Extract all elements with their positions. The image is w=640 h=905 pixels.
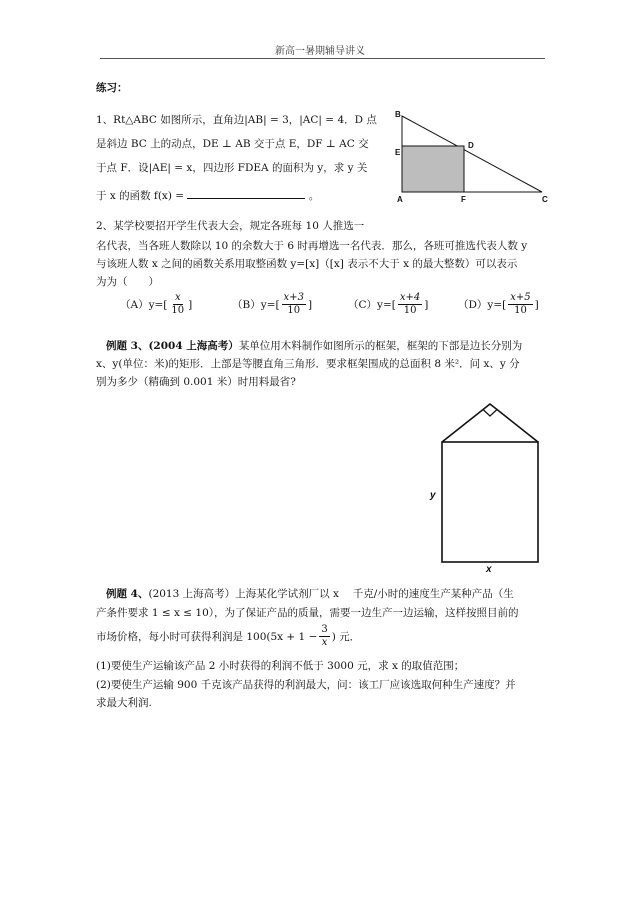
q2-option-d[interactable]: （D）y=[ $\frac{x+5}{10}$ ] [458, 292, 539, 316]
q1-line4-end: 。 [308, 190, 320, 202]
q1-line4-text: 于 x 的函数 f(x) = [96, 190, 185, 202]
q1-label-d: D [468, 141, 474, 150]
q2-line4: 为为（ ） [96, 276, 159, 288]
ex3-label-x: x [486, 564, 492, 574]
ex4-title: 例题 4、 [106, 588, 149, 600]
ex4-line1 [106, 587, 514, 601]
ex4-line3: 市场价格，每小时可获得利润是 100(5x + 1 − $\frac{3}{x}$ ) 元． [96, 624, 361, 648]
q2-line3: 与该班人数 x 之间的函数关系用取整函数 y=[x]（[x] 表示不大于 x 的最大整数）可以表示 [96, 258, 518, 270]
ex3-right-angle-mark [483, 410, 497, 417]
ex3-frame-figure [428, 394, 548, 574]
ex3-line3: 别为多少（精确到 0.001 米）时用料最省? [96, 376, 296, 388]
q1-shaded-region [402, 146, 464, 192]
q2-option-a[interactable]: （A）y=[ $\frac{x}{10}$ ] [120, 292, 193, 316]
q1-label-c: C [542, 195, 548, 204]
q1-line1: 1、Rt△ABC 如图所示，直角边|AB| = 3，|AC| = 4．D 点 [96, 114, 377, 126]
ex3-title: 例题 3、(2004 上海高考） [106, 340, 239, 352]
q1-line3: 于点 F．设|AE| = x，四边形 FDEA 的面积为 y，求 y 关 [96, 162, 368, 174]
q1-line4 [96, 188, 319, 203]
ex3-line1-rest: 某单位用木料制作如图所示的框架，框架的下部是边长分别为 [238, 340, 523, 352]
q2-option-c[interactable]: （C）y=[ $\frac{x+4}{10}$ ] [348, 292, 429, 316]
q1-label-b: B [395, 110, 401, 119]
ex4-sub2-line1: (2)要使生产运输 900 千克该产品获得的利润最大，问：该工厂应该选取何种生产速度？并 [96, 679, 516, 691]
ex3-label-y: y [430, 490, 436, 501]
section-title: 练习： [96, 82, 128, 94]
q1-line2: 是斜边 BC 上的动点，DE ⊥ AB 交于点 E，DF ⊥ AC 交 [96, 138, 369, 150]
ex4-sub2-line2: 求最大利润. [96, 697, 152, 709]
ex4-line2: 产条件要求 1 ≤ x ≤ 10），为了保证产品的质量，需要一边生产一边运输，这样按照目前的 [96, 607, 519, 619]
page-header: 新高一暑期辅导讲义 [275, 46, 365, 57]
ex4-line1-rest: (2013 上海高考）上海某化学试剂厂以 x 千克/小时的速度生产某种产品（生 [148, 588, 514, 600]
q1-label-e: E [395, 148, 401, 157]
q2-option-b[interactable]: （B）y=[ $\frac{x+3}{10}$ ] [232, 292, 313, 316]
header-divider [100, 58, 545, 59]
ex3-line1 [106, 339, 522, 353]
q1-triangle-figure [392, 108, 552, 204]
ex4-sub1: (1)要使生产运输该产品 2 小时获得的利润不低于 3000 元，求 x 的取值范围； [96, 660, 465, 672]
q1-answer-blank[interactable] [187, 188, 305, 199]
q1-label-a: A [397, 195, 403, 204]
q2-line1: 2、某学校要招开学生代表大会，规定各班每 10 人推选一 [96, 220, 365, 232]
ex3-line2: x、y(单位：米)的矩形．上部是等腰直角三角形．要求框架围成的总面积 8 米²．问 x、y 分 [96, 358, 520, 370]
q1-label-f: F [461, 195, 466, 204]
q2-line2: 名代表，当各班人数除以 10 的余数大于 6 时再增选一名代表．那么，各班可推选代表人数 y [96, 240, 528, 252]
